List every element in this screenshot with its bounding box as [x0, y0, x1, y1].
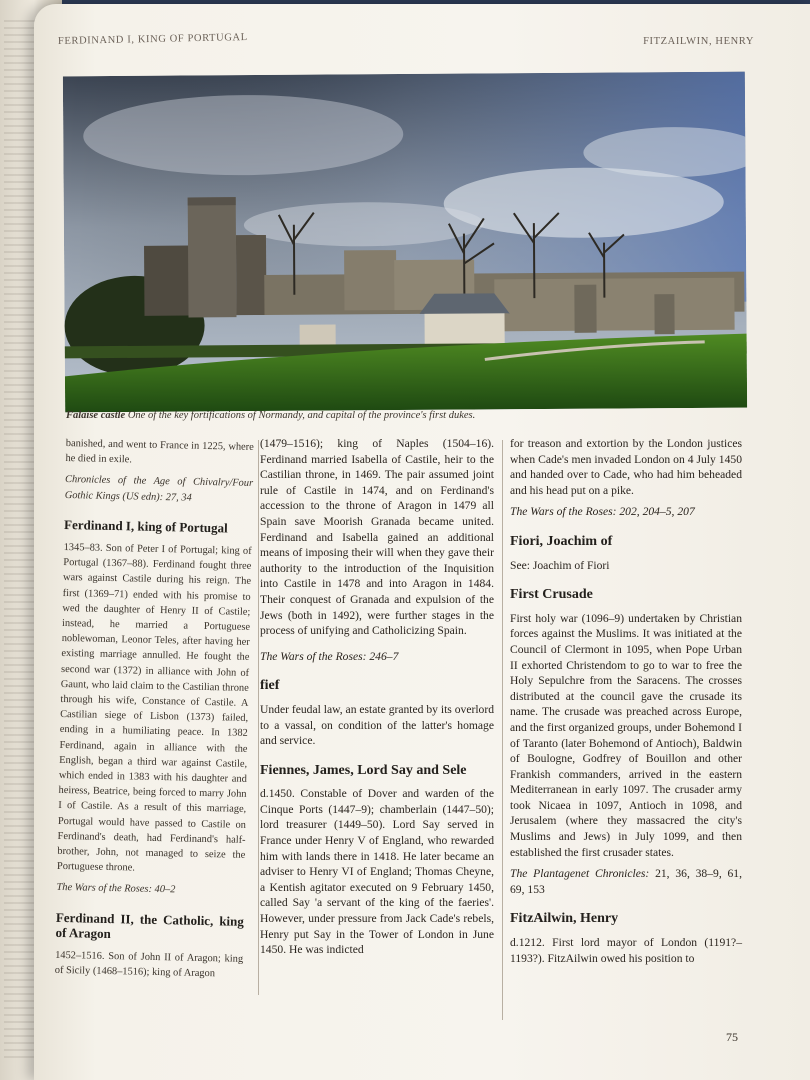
reference-pages: 21, 36, 38–9, 61, 69, 153 [510, 867, 742, 896]
caption-text: One of the key fortifications of Normandy, and capital of the province's first dukes. [127, 410, 476, 421]
entry-heading: FitzAilwin, Henry [510, 911, 619, 927]
column-divider [502, 440, 503, 1020]
entry-body: d.1450. Constable of Dover and warden of the Cinque Ports (1447–9); chamberlain (1447–50); lord treasurer (1449–50). Lord Say served in France under Henry V of England, who rewarded him with lands there in 1418. He later became an adviser to Henry VI of England; Thomas Cheyne, a Kentish agitator executed on 9 February 1450, called Say 'a servant of the king of the faeries'. However, under pressure from Jack Cade's rebels, Henry put Say in the Tower of London in June 1450. He was indicted [260, 787, 494, 957]
entry-reference: The Wars of the Roses: 246–7 [260, 649, 399, 663]
entry-reference [510, 866, 742, 897]
entry-body: 1452–1516. Son of John II of Aragon; king of Sicily (1468–1516); king of Aragon [54, 949, 244, 980]
column-1 [55, 436, 254, 988]
entry-heading: Fiennes, James, Lord Say and Sele [260, 762, 467, 778]
entry-body: See: Joachim of Fiori [510, 558, 610, 572]
entry-body: for treason and extortion by the London justices when Cade's men invaded London on 4 July 1450 and handed over to Cade, who had him beheaded and his head put on a pike. [510, 437, 742, 497]
intro-reference: Chronicles of the Age of Chivalry/Four Gothic Kings (US edn): 27, 34 [64, 474, 254, 504]
running-head-right: FITZAILWIN, HENRY [643, 36, 754, 47]
caption-title: Falaise castle [66, 410, 126, 421]
falaise-castle-photo [63, 72, 747, 413]
entry-heading: Fiori, Joachim of [510, 533, 613, 549]
column-2 [260, 436, 494, 964]
entry-heading: fief [260, 678, 280, 694]
entry-heading: Ferdinand II, the Catholic, king of Aragon [55, 909, 245, 941]
entry-body: Under feudal law, an estate granted by its overlord to a vassal, on condition of the latter's homage and service. [260, 702, 494, 748]
entry-body: First holy war (1096–9) undertaken by Christian forces against the Muslims. It was initiated at the Council of Clermont in 1095, when Pope Urban II exhorted Christendom to go to war to free the Holy Sepulchre from the Saracens. The crosses distributed at the council gave the crusade its name. The crusade was preached across Europe, and the first organized groups, under Bohemond I of Taranto (later Bohemond of Antioch), Baldwin of Boulogne, Godfrey of Bouillon and other Frankish commanders, arrived in the eastern Mediterranean in early 1097. The crusader army took Nicaea in 1097, Antioch in 1098, and Jerusalem (where they massacred the city's Muslims and Jews) in July 1099, and then established the first crusader states. [510, 611, 742, 859]
entry-heading: Ferdinand I, king of Portugal [63, 516, 228, 536]
page-number: 75 [726, 1030, 738, 1044]
running-head-left: FERDINAND I, KING OF PORTUGAL [57, 32, 248, 47]
reference-title: The Plantagenet Chronicles: [510, 867, 650, 881]
entry-body: (1479–1516); king of Naples (1504–16). Ferdinand married Isabella of Castile, heir to the Castilian throne, in 1469. The pair assumed joint rule of Castile in 1474, and on Ferdinand's accession to the throne of Aragon in 1479 all Spain save Moorish Granada became united. Ferdinand and Isabella gained an additional means of imposing their will when they gave their authority to the introduction of the Inquisition into Castile in 1478 and into Aragon in 1484. Their conquest of Granada and expulsion of the Jews (both in 1492), were further stages in the process of unifying and Catholicizing Spain. [260, 437, 494, 638]
entry-reference: The Wars of the Roses: 40–2 [56, 882, 176, 896]
entry-heading: First Crusade [510, 587, 593, 603]
entry-body: d.1212. First lord mayor of London (1191?–1193?). FitzAilwin owed his position to [510, 936, 742, 965]
entry-body: 1345–83. Son of Peter I of Portugal; king of Portugal (1367–88). Ferdinand fought three wars against Castile during his reign. The first (1369–71) ended with his promise to wed the daughter of Henry II of Castile; instead, he married a Portuguese noblewoman, Leonor Teles, after having her existing marriage annulled. He fought the second war (1372) in alliance with John of Gaunt, who laid claim to the Castilian throne through his wife, Constance of Castile. A Castilian siege of Lisbon (1373) failed, ending in a humiliating peace. In 1382 Ferdinand, again in alliance with the English, began a third war against Castile, which ended in 1383 with his daughter and heiress, Beatrice, being forced to marry John I of Castile. As a result of this marriage, Portugal would have passed to Castile on Ferdinand's death, had Ferdinand's half-brother, John, not managed to seize the Portuguese throne. [56, 541, 252, 874]
column-divider [258, 440, 259, 995]
intro-text: banished, and went to France in 1225, where he died in exile. [65, 437, 254, 466]
entry-reference: The Wars of the Roses: 202, 204–5, 207 [510, 505, 695, 519]
column-3 [510, 436, 742, 972]
photo-caption [66, 410, 746, 421]
